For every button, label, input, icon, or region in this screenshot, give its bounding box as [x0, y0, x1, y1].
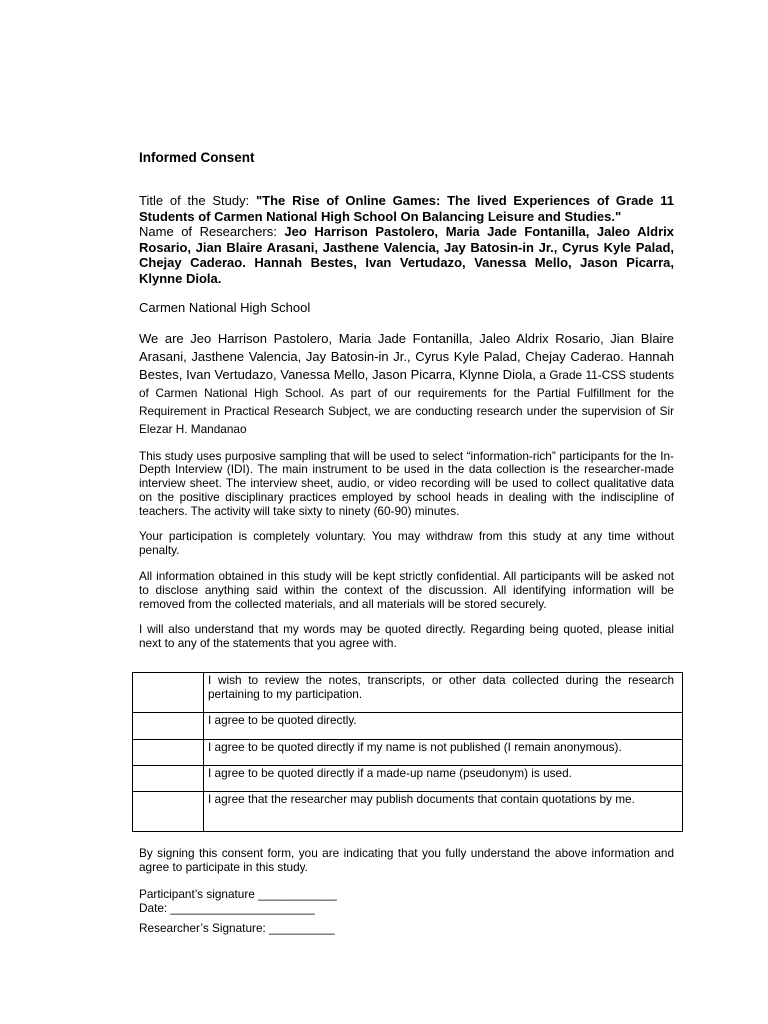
signing-paragraph: By signing this consent form, you are indicating that you fully understand the above information and agree to participate in this study.: [139, 846, 674, 874]
researchers-names: Jeo Harrison Pastolero, Maria Jade Fontanilla, Jaleo Aldrix Rosario, Jian Blaire Arasani, Jasthene Valencia, Jay Batosin-in Jr., Cyrus Kyle Palad, Chejay Caderao. Hannah Bestes, Ivan Vertudazo, Vanessa Mello, Jason Picarra, Klynne Diola.: [139, 224, 674, 286]
study-title: [139, 193, 674, 224]
statement-text: I agree to be quoted directly if my name is not published (I remain anonymous).: [204, 740, 683, 766]
statement-text: I agree that the researcher may publish documents that contain quotations by me.: [204, 792, 683, 832]
consent-form: [139, 150, 674, 651]
intro-names: We are Jeo Harrison Pastolero, Maria Jade Fontanilla, Jaleo Aldrix Rosario, Jian Blaire Arasani, Jasthene Valencia, Jay Batosin-in Jr., Cyrus Kyle Palad, Chejay Caderao. Hannah Bestes, Ivan Vertudazo, Vanessa Mello, Jason Picarra, Klynne Diola,: [139, 330, 674, 382]
participant-signature-line[interactable]: Participant’s signature ____________: [139, 887, 337, 901]
researcher-signature-line[interactable]: Researcher’s Signature: __________: [139, 921, 335, 935]
table-row: [133, 740, 683, 766]
study-title-text: "The Rise of Online Games: The lived Experiences of Grade 11 Students of Carmen National High School On Balancing Leisure and Studies.": [139, 193, 674, 224]
consent-statements-table: [132, 672, 683, 832]
table-row: [133, 792, 683, 832]
initial-box[interactable]: [133, 713, 204, 740]
statement-text: I wish to review the notes, transcripts, or other data collected during the research pertaining to my participation.: [204, 673, 683, 713]
school-name: Carmen National High School: [139, 300, 311, 315]
initial-box[interactable]: [133, 766, 204, 792]
initial-box[interactable]: [133, 792, 204, 832]
quoted-paragraph: I will also understand that my words may be quoted directly. Regarding being quoted, please initial next to any of the statements that you agree with.: [139, 622, 674, 651]
initial-box[interactable]: [133, 740, 204, 766]
intro-paragraph: [139, 330, 674, 438]
statement-text: I agree to be quoted directly.: [204, 713, 683, 740]
date-line[interactable]: Date: ______________________: [139, 901, 315, 915]
voluntary-paragraph: Your participation is completely voluntary. You may withdraw from this study at any time without penalty.: [139, 529, 674, 558]
table-row: [133, 713, 683, 740]
table-row: [133, 673, 683, 713]
initial-box[interactable]: [133, 673, 204, 713]
page-title: Informed Consent: [139, 150, 255, 165]
researchers: [139, 224, 674, 286]
intro-purpose: a Grade 11-CSS students of Carmen National High School. As part of our requirements for the Partial Fulfillment for the Requirement in Practical Research Subject, we are conducting research under the supervision of Sir Elezar H. Mandanao: [139, 367, 674, 436]
statement-text: I agree to be quoted directly if a made-up name (pseudonym) is used.: [204, 766, 683, 792]
purpose-paragraph: This study uses purposive sampling that will be used to select “information-rich” participants for the In-Depth Interview (IDI). The main instrument to be used in the data collection is the researcher-made interview sheet. The interview sheet, audio, or video recording will be used to collect qualitative data on the positive disciplinary practices employed by school heads in dealing with the indiscipline of teachers. The activity will take sixty to ninety (60-90) minutes.: [139, 448, 674, 518]
confidential-paragraph: All information obtained in this study will be kept strictly confidential. All participants will be asked not to disclose anything said within the context of the discussion. All identifying information will be removed from the collected materials, and all materials will be stored securely.: [139, 569, 674, 611]
researchers-label: Name of Researchers:: [139, 224, 285, 239]
study-title-label: Title of the Study:: [139, 193, 257, 208]
table-row: [133, 766, 683, 792]
